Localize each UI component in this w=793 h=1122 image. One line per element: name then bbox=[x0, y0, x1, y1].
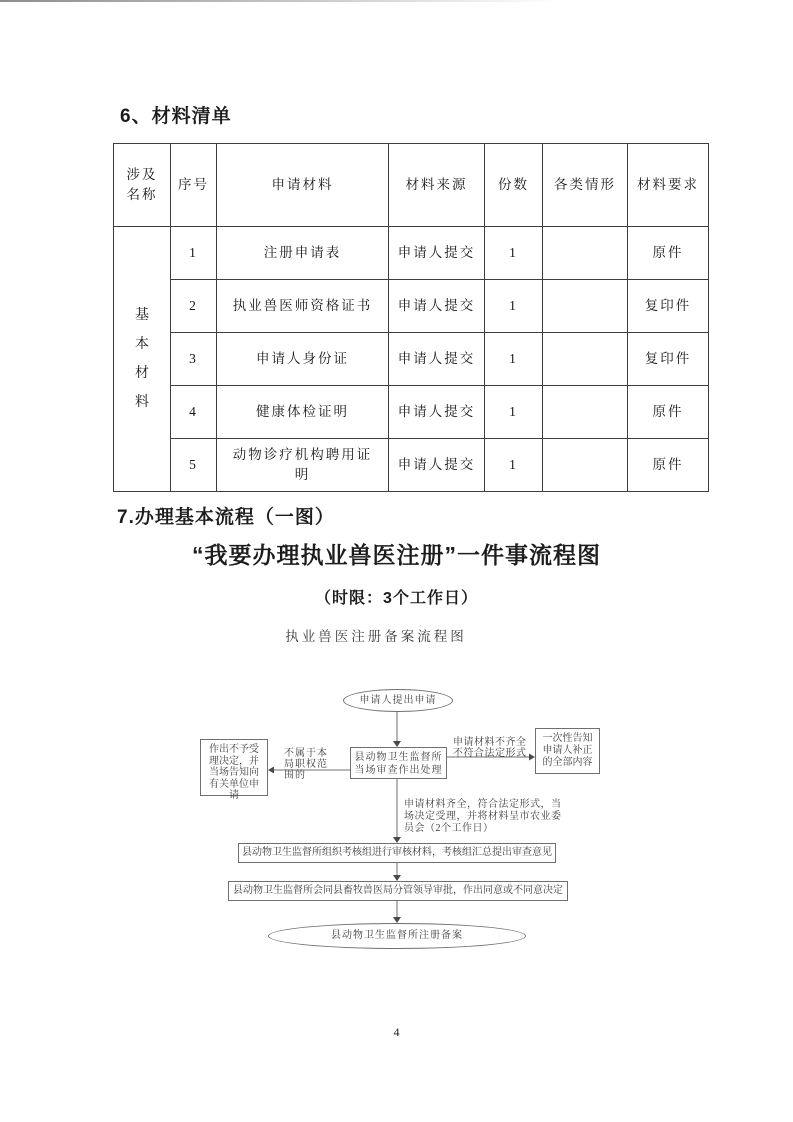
cell-copies: 1 bbox=[485, 227, 543, 280]
cell-material: 执业兽医师资格证书 bbox=[217, 280, 389, 333]
onething-flow-title: “我要办理执业兽医注册”一件事流程图 bbox=[192, 542, 601, 568]
scan-artifact-line bbox=[0, 0, 560, 2]
flow-accept-label: 申请材料齐全，符合法定形式，当场决定受理，并将材料呈市农业委员会（2个工作日） bbox=[404, 799, 562, 834]
cell-material: 申请人身份证 bbox=[217, 333, 389, 386]
materials-table bbox=[113, 143, 709, 492]
cell-no: 5 bbox=[171, 439, 217, 492]
table-header-row bbox=[114, 144, 709, 227]
header-copies: 份数 bbox=[485, 144, 543, 227]
cell-copies: 1 bbox=[485, 280, 543, 333]
time-limit-note: （时限：3个工作日） bbox=[315, 590, 478, 607]
cell-situation bbox=[543, 439, 628, 492]
table-row bbox=[114, 280, 709, 333]
cell-requirement: 原件 bbox=[628, 227, 709, 280]
page-number: 4 bbox=[393, 1025, 400, 1039]
flow-notify-box: 一次性告知申请人补正的全部内容 bbox=[535, 728, 600, 774]
group-label-cell: 基本材料 bbox=[114, 227, 171, 492]
flow-approve-box: 县动物卫生监督所会同县畜牧兽医局分管领导审批，作出同意或不同意决定 bbox=[228, 881, 568, 901]
cell-source: 申请人提交 bbox=[389, 439, 485, 492]
flowchart-title: 执业兽医注册备案流程图 bbox=[285, 629, 467, 644]
table-row bbox=[114, 386, 709, 439]
cell-source: 申请人提交 bbox=[389, 386, 485, 439]
section6-heading: 6、材料清单 bbox=[120, 106, 232, 127]
header-material-requirement: 材料要求 bbox=[628, 144, 709, 227]
flow-start-oval: 申请人提出申请 bbox=[343, 689, 453, 712]
cell-requirement: 复印件 bbox=[628, 333, 709, 386]
header-material-source: 材料来源 bbox=[389, 144, 485, 227]
flow-incomplete-label: 申请材料不齐全不符合法定形式 bbox=[453, 737, 527, 759]
cell-requirement: 原件 bbox=[628, 439, 709, 492]
cell-source: 申请人提交 bbox=[389, 280, 485, 333]
flow-end-oval: 县动物卫生监督所注册备案 bbox=[268, 923, 526, 949]
cell-copies: 1 bbox=[485, 439, 543, 492]
header-involved-name: 涉及名称 bbox=[114, 144, 171, 227]
cell-material: 动物诊疗机构聘用证明 bbox=[217, 439, 389, 492]
cell-material: 健康体检证明 bbox=[217, 386, 389, 439]
table-row bbox=[114, 333, 709, 386]
cell-no: 4 bbox=[171, 386, 217, 439]
table-row bbox=[114, 227, 709, 280]
table-row bbox=[114, 439, 709, 492]
header-seq-no: 序号 bbox=[171, 144, 217, 227]
cell-source: 申请人提交 bbox=[389, 227, 485, 280]
cell-requirement: 原件 bbox=[628, 386, 709, 439]
section7-heading: 7.办理基本流程（一图） bbox=[117, 507, 335, 528]
cell-situation bbox=[543, 280, 628, 333]
cell-copies: 1 bbox=[485, 386, 543, 439]
flow-review-box: 县动物卫生监督所组织考核组进行审核材料，考核组汇总提出审查意见 bbox=[238, 843, 556, 863]
cell-material: 注册申请表 bbox=[217, 227, 389, 280]
cell-no: 3 bbox=[171, 333, 217, 386]
header-situations: 各类情形 bbox=[543, 144, 628, 227]
cell-source: 申请人提交 bbox=[389, 333, 485, 386]
flow-out-of-scope-label: 不属于本局职权范围的 bbox=[284, 748, 328, 781]
cell-requirement: 复印件 bbox=[628, 280, 709, 333]
flow-center-box: 县动物卫生监督所当场审查作出处理 bbox=[350, 747, 447, 779]
cell-situation bbox=[543, 333, 628, 386]
cell-no: 2 bbox=[171, 280, 217, 333]
flow-arrows-svg bbox=[0, 618, 793, 968]
cell-situation bbox=[543, 227, 628, 280]
cell-copies: 1 bbox=[485, 333, 543, 386]
cell-situation bbox=[543, 386, 628, 439]
flowchart bbox=[0, 618, 793, 968]
cell-no: 1 bbox=[171, 227, 217, 280]
header-application-material: 申请材料 bbox=[217, 144, 389, 227]
flow-reject-box: 作出不予受理决定，并当场告知向有关单位申请 bbox=[200, 739, 268, 796]
